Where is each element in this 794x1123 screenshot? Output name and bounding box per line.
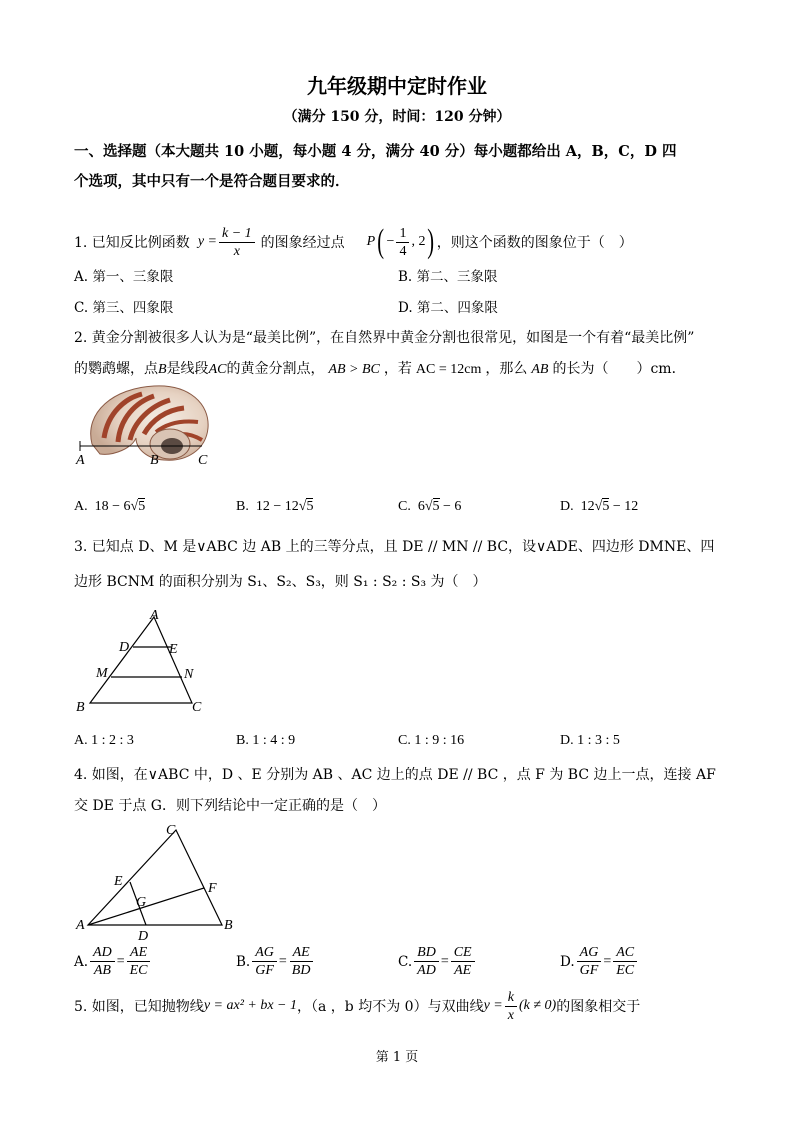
q3-option-c[interactable]: C. 1 : 9 : 16 xyxy=(398,733,465,748)
label-c: C xyxy=(192,700,202,715)
triangle-abc-q3-figure xyxy=(74,605,224,720)
q1-text-c: ，则这个函数的图象位于（ ） xyxy=(436,235,633,251)
label-a: A xyxy=(76,453,85,468)
q3-option-a[interactable]: A. 1 : 2 : 3 xyxy=(74,733,134,748)
label-g: G xyxy=(136,895,147,910)
label-b: B xyxy=(150,453,159,468)
q3-line2: 边形 BCNM 的面积分别为 S₁、S₂、S₃，则 S₁ : S₂ : S₃ 为（ ） xyxy=(74,574,487,590)
q1-text-a: 1. 已知反比例函数 xyxy=(74,235,190,251)
shell-body xyxy=(91,386,208,460)
label-f: F xyxy=(208,881,217,896)
label-c: C xyxy=(166,823,176,838)
q5-parabola: y = ax² + bx − 1 xyxy=(203,998,297,1013)
label-n: N xyxy=(184,667,194,682)
q4-line1: 4. 如图，在∨ABC 中，D 、E 分别为 AB 、AC 边上的点 DE // BC ，点 F 为 BC 边上一点，连接 AF xyxy=(74,767,716,783)
label-a: A xyxy=(150,608,159,623)
label-e: E xyxy=(114,874,123,889)
q5-text-b: ，（a ，b 均不为 0）与双曲线 xyxy=(297,999,484,1015)
page-number: 第 1 页 xyxy=(375,1050,419,1065)
label-b: B xyxy=(224,918,233,933)
label-d: D xyxy=(119,640,130,655)
q1-point-fraction xyxy=(396,225,409,260)
q3-line1: 3. 已知点 D、M 是∨ABC 边 AB 上的三等分点，且 DE // MN // BC，设∨ADE、四边形 DMNE、四 xyxy=(74,539,715,555)
q2-options xyxy=(74,499,714,515)
q1-point-second: , 2 xyxy=(411,234,426,249)
q2-option-b[interactable]: B. 12 − 12√5 xyxy=(236,499,314,514)
label-m: M xyxy=(96,666,108,681)
right-paren: ) xyxy=(427,223,435,260)
q4-option-b[interactable]: B. $\frac{AG}{GF}$ = $\frac{AE}{BD}$ xyxy=(236,944,398,979)
q1-option-d[interactable]: D. 第二、四象限 xyxy=(398,300,498,316)
q1-point-denominator: 4 xyxy=(399,243,407,259)
q5-hyperbola-fraction: $\frac{k}{x}$ xyxy=(505,989,517,1024)
q1-option-a[interactable]: A. 第一、三象限 xyxy=(74,269,174,285)
q3-option-d[interactable]: D. 1 : 3 : 5 xyxy=(560,733,620,748)
label-a: A xyxy=(76,918,85,933)
q2-option-a[interactable]: A. 18 − 6√5 xyxy=(74,499,146,514)
q4-option-d[interactable]: D. $\frac{AG}{GF}$ = $\frac{AC}{EC}$ xyxy=(560,944,714,979)
q2-option-d[interactable]: D. 12√5 − 12 xyxy=(560,499,639,514)
section-heading-line2: 个选项，其中只有一个是符合题目要求的． xyxy=(74,173,350,190)
q5-text-c: 的图象相交于 xyxy=(556,999,641,1015)
q1-point-numerator: 1 xyxy=(396,225,409,243)
q1-point-name: P xyxy=(366,234,376,249)
q3-option-b[interactable]: B. 1 : 4 : 9 xyxy=(236,733,296,748)
q4-option-c[interactable]: C. $\frac{BD}{AD}$ = $\frac{CE}{AE}$ xyxy=(398,944,560,979)
exam-subtitle: （满分 150 分，时间：120 分钟） xyxy=(283,109,511,125)
q1-option-b[interactable]: B. 第二、三象限 xyxy=(398,269,498,285)
q2-line1: 2. 黄金分割被很多人认为是“最美比例”，在自然界中黄金分割也很常见，如图是一个有着“最美比例” xyxy=(74,330,695,346)
q4-option-a[interactable]: A. $\frac{AD}{AB}$ = $\frac{AE}{EC}$ xyxy=(74,944,236,979)
question-1: 1. 已知反比例函数 y = $\frac{k - 1}{x}$ 的图象经过点 P ( − $\frac{1}{4}$ , 2 ) ，则这个函数的图象位于（ ） xyxy=(74,223,633,260)
q1-func-fraction xyxy=(219,225,255,260)
q4-line2: 交 DE 于点 G．则下列结论中一定正确的是（ ） xyxy=(74,798,386,814)
label-c: C xyxy=(198,453,208,468)
q5-hyperbola-y: y = xyxy=(483,998,503,1013)
label-b: B xyxy=(76,700,85,715)
label-d: D xyxy=(138,929,149,942)
page-title: 九年级期中定时作业 xyxy=(307,74,487,98)
question-5 xyxy=(74,986,640,1026)
q1-func-numerator: k − 1 xyxy=(219,225,255,243)
q2-option-c[interactable]: C. 6√5 − 6 xyxy=(398,499,462,514)
q5-text-a: 5. 如图，已知抛物线 xyxy=(74,999,204,1015)
q1-func-y: y = xyxy=(197,234,217,249)
q1-func-denominator: x xyxy=(233,243,240,259)
q1-option-c[interactable]: C. 第三、四象限 xyxy=(74,300,174,316)
triangle-abc-q4-figure xyxy=(74,818,244,942)
nautilus-shell-figure xyxy=(74,382,224,470)
section-heading-line1: 一、选择题（本大题共 10 小题，每小题 4 分，满分 40 分）每小题都给出 A，B，C，D 四 xyxy=(74,143,677,160)
label-e: E xyxy=(169,642,178,657)
q1-text-b: 的图象经过点 xyxy=(260,235,345,251)
q5-condition: (k ≠ 0) xyxy=(518,998,557,1013)
q2-line2: 的鹦鹉螺，点B是线段AC的黄金分割点， AB > BC ，若 AC = 12cm ，那么 AB 的长为（ ）cm． xyxy=(74,361,686,377)
left-paren: ( xyxy=(377,223,385,260)
q4-options xyxy=(74,944,714,979)
